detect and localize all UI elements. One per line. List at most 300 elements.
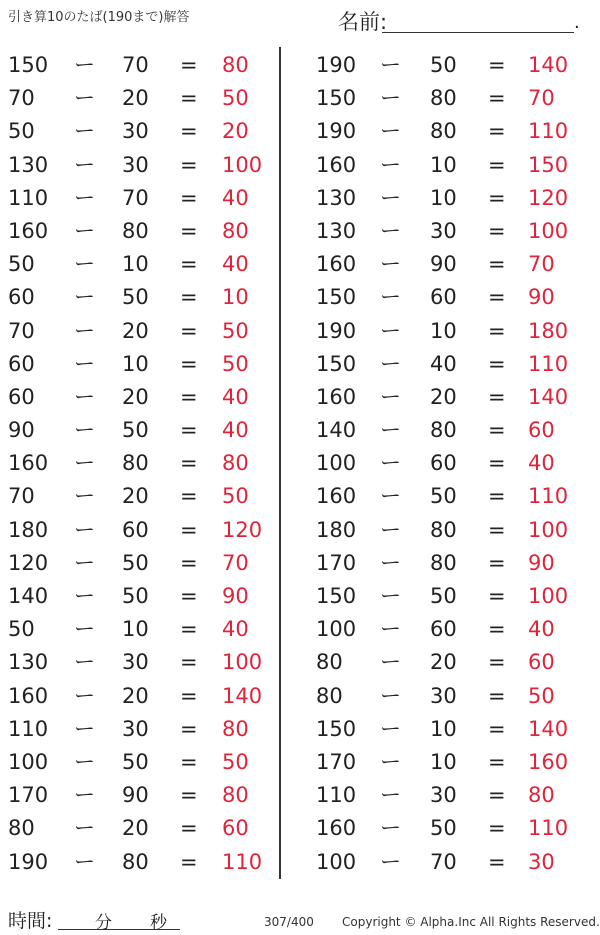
equals-sign: = bbox=[488, 384, 506, 409]
answer: 110 bbox=[528, 816, 569, 841]
problem-row bbox=[300, 514, 600, 547]
minuend: 110 bbox=[316, 783, 357, 808]
equals-sign: = bbox=[488, 252, 506, 277]
answer: 60 bbox=[528, 418, 555, 443]
answer: 100 bbox=[222, 152, 263, 177]
right-problem-column bbox=[300, 49, 600, 879]
name-input-line bbox=[382, 32, 574, 33]
equals-sign: = bbox=[180, 550, 198, 575]
minuend: 60 bbox=[8, 384, 35, 409]
minuend: 170 bbox=[316, 749, 357, 774]
equals-sign: = bbox=[488, 783, 506, 808]
minus-sign: ー bbox=[74, 351, 95, 376]
answer: 100 bbox=[222, 650, 263, 675]
minuend: 160 bbox=[316, 152, 357, 177]
answer: 20 bbox=[222, 119, 249, 144]
equals-sign: = bbox=[180, 617, 198, 642]
minus-sign: ー bbox=[74, 816, 95, 841]
problem-row bbox=[300, 746, 600, 779]
problem-row bbox=[0, 348, 278, 381]
minuend: 140 bbox=[8, 584, 49, 608]
subtrahend: 60 bbox=[430, 451, 457, 476]
answer: 30 bbox=[528, 849, 555, 874]
problem-row bbox=[0, 215, 278, 248]
minus-sign: ー bbox=[380, 816, 401, 841]
equals-sign: = bbox=[180, 683, 198, 708]
equals-sign: = bbox=[180, 318, 198, 343]
equals-sign: = bbox=[180, 351, 198, 376]
equals-sign: = bbox=[180, 451, 198, 476]
equals-sign: = bbox=[488, 484, 506, 509]
equals-sign: = bbox=[488, 550, 506, 575]
equals-sign: = bbox=[180, 86, 198, 111]
equals-sign: = bbox=[180, 584, 198, 608]
subtrahend: 70 bbox=[122, 53, 149, 77]
problem-row bbox=[300, 447, 600, 480]
subtrahend: 80 bbox=[430, 119, 457, 144]
minus-sign: ー bbox=[74, 484, 95, 509]
problem-row bbox=[300, 115, 600, 148]
problem-row bbox=[300, 613, 600, 646]
subtrahend: 50 bbox=[122, 418, 149, 443]
minuend: 150 bbox=[316, 584, 357, 608]
problem-row bbox=[300, 348, 600, 381]
column-divider bbox=[279, 47, 281, 879]
minuend: 130 bbox=[316, 185, 357, 210]
equals-sign: = bbox=[180, 185, 198, 210]
left-problem-column bbox=[0, 49, 278, 879]
minuend: 110 bbox=[8, 716, 49, 741]
subtrahend: 10 bbox=[430, 749, 457, 774]
equals-sign: = bbox=[488, 185, 506, 210]
minuend: 130 bbox=[8, 152, 49, 177]
equals-sign: = bbox=[180, 53, 198, 77]
minuend: 190 bbox=[316, 53, 357, 77]
answer: 90 bbox=[222, 584, 249, 608]
answer: 60 bbox=[222, 816, 249, 841]
minuend: 80 bbox=[316, 650, 343, 675]
minuend: 130 bbox=[8, 650, 49, 675]
equals-sign: = bbox=[180, 484, 198, 509]
minuend: 70 bbox=[8, 86, 35, 111]
equals-sign: = bbox=[488, 351, 506, 376]
minus-sign: ー bbox=[74, 218, 95, 243]
subtrahend: 10 bbox=[122, 617, 149, 642]
minus-sign: ー bbox=[380, 617, 401, 642]
equals-sign: = bbox=[180, 749, 198, 774]
subtrahend: 30 bbox=[122, 119, 149, 144]
equals-sign: = bbox=[180, 384, 198, 409]
answer: 50 bbox=[222, 484, 249, 509]
answer: 140 bbox=[528, 384, 569, 409]
subtrahend: 20 bbox=[122, 86, 149, 111]
minuend: 160 bbox=[316, 816, 357, 841]
minus-sign: ー bbox=[380, 86, 401, 111]
equals-sign: = bbox=[180, 285, 198, 310]
answer: 110 bbox=[528, 351, 569, 376]
answer: 80 bbox=[528, 783, 555, 808]
minus-sign: ー bbox=[380, 318, 401, 343]
minus-sign: ー bbox=[74, 617, 95, 642]
equals-sign: = bbox=[488, 749, 506, 774]
equals-sign: = bbox=[488, 517, 506, 542]
answer: 40 bbox=[222, 252, 249, 277]
answer: 140 bbox=[528, 716, 569, 741]
equals-sign: = bbox=[488, 285, 506, 310]
problem-row bbox=[0, 447, 278, 480]
minus-sign: ー bbox=[74, 451, 95, 476]
minuend: 50 bbox=[8, 617, 35, 642]
name-end-dot: . bbox=[574, 12, 580, 33]
subtrahend: 70 bbox=[122, 185, 149, 210]
subtrahend: 30 bbox=[430, 683, 457, 708]
minus-sign: ー bbox=[380, 285, 401, 310]
minuend: 60 bbox=[8, 285, 35, 310]
equals-sign: = bbox=[488, 86, 506, 111]
problem-row bbox=[0, 115, 278, 148]
name-label: 名前: bbox=[338, 10, 388, 34]
problem-row bbox=[300, 381, 600, 414]
minuend: 150 bbox=[316, 351, 357, 376]
problem-row bbox=[300, 812, 600, 845]
equals-sign: = bbox=[488, 218, 506, 243]
problem-row bbox=[0, 414, 278, 447]
answer: 150 bbox=[528, 152, 569, 177]
equals-sign: = bbox=[180, 152, 198, 177]
subtrahend: 80 bbox=[122, 849, 149, 874]
subtrahend: 30 bbox=[122, 716, 149, 741]
minus-sign: ー bbox=[74, 584, 95, 608]
minus-sign: ー bbox=[380, 351, 401, 376]
subtrahend: 60 bbox=[122, 517, 149, 542]
equals-sign: = bbox=[488, 650, 506, 675]
copyright-text: Copyright © Alpha.Inc All Rights Reserved. bbox=[342, 915, 600, 929]
subtrahend: 20 bbox=[122, 318, 149, 343]
subtrahend: 70 bbox=[430, 849, 457, 874]
equals-sign: = bbox=[180, 716, 198, 741]
minus-sign: ー bbox=[380, 550, 401, 575]
problem-row bbox=[0, 149, 278, 182]
problem-row bbox=[0, 49, 278, 82]
minus-sign: ー bbox=[74, 683, 95, 708]
answer: 40 bbox=[222, 617, 249, 642]
equals-sign: = bbox=[488, 584, 506, 608]
equals-sign: = bbox=[180, 517, 198, 542]
answer: 120 bbox=[528, 185, 569, 210]
minus-sign: ー bbox=[74, 517, 95, 542]
answer: 50 bbox=[222, 351, 249, 376]
minus-sign: ー bbox=[380, 384, 401, 409]
minus-sign: ー bbox=[380, 53, 401, 77]
minuend: 80 bbox=[8, 816, 35, 841]
problem-row bbox=[0, 281, 278, 314]
answer: 40 bbox=[222, 418, 249, 443]
subtrahend: 20 bbox=[430, 384, 457, 409]
minus-sign: ー bbox=[380, 218, 401, 243]
answer: 100 bbox=[528, 218, 569, 243]
problem-row bbox=[0, 746, 278, 779]
minuend: 80 bbox=[316, 683, 343, 708]
equals-sign: = bbox=[488, 683, 506, 708]
minus-sign: ー bbox=[74, 384, 95, 409]
minuend: 70 bbox=[8, 318, 35, 343]
problem-row bbox=[300, 182, 600, 215]
minus-sign: ー bbox=[74, 418, 95, 443]
answer: 50 bbox=[222, 318, 249, 343]
minus-sign: ー bbox=[74, 550, 95, 575]
minus-sign: ー bbox=[74, 783, 95, 808]
minuend: 90 bbox=[8, 418, 35, 443]
minus-sign: ー bbox=[380, 484, 401, 509]
minus-sign: ー bbox=[74, 749, 95, 774]
minuend: 170 bbox=[316, 550, 357, 575]
minus-sign: ー bbox=[74, 53, 95, 77]
minuend: 180 bbox=[316, 517, 357, 542]
answer: 100 bbox=[528, 584, 569, 608]
problem-row bbox=[300, 315, 600, 348]
minus-sign: ー bbox=[74, 252, 95, 277]
subtrahend: 50 bbox=[430, 53, 457, 77]
problem-row bbox=[0, 812, 278, 845]
answer: 90 bbox=[528, 550, 555, 575]
equals-sign: = bbox=[180, 119, 198, 144]
problem-row bbox=[0, 82, 278, 115]
minuend: 50 bbox=[8, 252, 35, 277]
minuend: 60 bbox=[8, 351, 35, 376]
minus-sign: ー bbox=[74, 716, 95, 741]
subtrahend: 10 bbox=[122, 252, 149, 277]
minuend: 150 bbox=[316, 86, 357, 111]
problem-row bbox=[300, 846, 600, 879]
problem-row bbox=[0, 480, 278, 513]
equals-sign: = bbox=[180, 252, 198, 277]
equals-sign: = bbox=[180, 418, 198, 443]
page-number: 307/400 bbox=[264, 915, 314, 929]
minuend: 100 bbox=[316, 617, 357, 642]
minus-sign: ー bbox=[74, 285, 95, 310]
minuend: 190 bbox=[316, 119, 357, 144]
problem-row bbox=[0, 248, 278, 281]
name-area bbox=[338, 6, 588, 36]
answer: 40 bbox=[528, 451, 555, 476]
answer: 120 bbox=[222, 517, 263, 542]
problem-row bbox=[0, 315, 278, 348]
subtrahend: 10 bbox=[430, 318, 457, 343]
answer: 140 bbox=[528, 53, 569, 77]
subtrahend: 50 bbox=[122, 285, 149, 310]
problem-row bbox=[300, 82, 600, 115]
subtrahend: 20 bbox=[122, 683, 149, 708]
problem-row bbox=[0, 182, 278, 215]
minuend: 150 bbox=[8, 53, 49, 77]
answer: 90 bbox=[528, 285, 555, 310]
answer: 80 bbox=[222, 218, 249, 243]
minus-sign: ー bbox=[74, 86, 95, 111]
answer: 80 bbox=[222, 783, 249, 808]
answer: 110 bbox=[528, 119, 569, 144]
minuend: 100 bbox=[8, 749, 49, 774]
minus-sign: ー bbox=[380, 152, 401, 177]
minuend: 160 bbox=[316, 484, 357, 509]
problem-row bbox=[300, 646, 600, 679]
seconds-label: 秒 bbox=[150, 913, 167, 933]
minuend: 190 bbox=[8, 849, 49, 874]
minus-sign: ー bbox=[380, 650, 401, 675]
subtrahend: 30 bbox=[430, 783, 457, 808]
equals-sign: = bbox=[180, 650, 198, 675]
minus-sign: ー bbox=[380, 451, 401, 476]
answer: 80 bbox=[222, 451, 249, 476]
minuend: 170 bbox=[8, 783, 49, 808]
subtrahend: 50 bbox=[122, 550, 149, 575]
answer: 70 bbox=[528, 86, 555, 111]
subtrahend: 20 bbox=[122, 384, 149, 409]
problem-row bbox=[300, 580, 600, 613]
minutes-label: 分 bbox=[95, 913, 112, 933]
problem-row bbox=[300, 248, 600, 281]
minus-sign: ー bbox=[380, 418, 401, 443]
subtrahend: 10 bbox=[122, 351, 149, 376]
minuend: 190 bbox=[316, 318, 357, 343]
equals-sign: = bbox=[488, 849, 506, 874]
equals-sign: = bbox=[180, 783, 198, 808]
equals-sign: = bbox=[488, 816, 506, 841]
problem-row bbox=[300, 49, 600, 82]
answer: 180 bbox=[528, 318, 569, 343]
problem-row bbox=[300, 547, 600, 580]
problem-row bbox=[0, 514, 278, 547]
problem-row bbox=[300, 680, 600, 713]
subtrahend: 50 bbox=[430, 816, 457, 841]
answer: 160 bbox=[528, 749, 569, 774]
subtrahend: 60 bbox=[430, 285, 457, 310]
subtrahend: 20 bbox=[122, 484, 149, 509]
equals-sign: = bbox=[488, 418, 506, 443]
problem-row bbox=[300, 149, 600, 182]
equals-sign: = bbox=[488, 716, 506, 741]
minus-sign: ー bbox=[380, 517, 401, 542]
minus-sign: ー bbox=[380, 783, 401, 808]
minuend: 110 bbox=[8, 185, 49, 210]
minus-sign: ー bbox=[74, 152, 95, 177]
minuend: 180 bbox=[8, 517, 49, 542]
minus-sign: ー bbox=[380, 119, 401, 144]
answer: 70 bbox=[528, 252, 555, 277]
answer: 10 bbox=[222, 285, 249, 310]
minuend: 120 bbox=[8, 550, 49, 575]
minuend: 160 bbox=[316, 252, 357, 277]
subtrahend: 80 bbox=[430, 517, 457, 542]
subtrahend: 10 bbox=[430, 716, 457, 741]
subtrahend: 50 bbox=[430, 584, 457, 608]
problem-row bbox=[300, 281, 600, 314]
subtrahend: 20 bbox=[122, 816, 149, 841]
subtrahend: 80 bbox=[430, 86, 457, 111]
minus-sign: ー bbox=[74, 849, 95, 874]
subtrahend: 90 bbox=[122, 783, 149, 808]
problem-row bbox=[0, 646, 278, 679]
subtrahend: 80 bbox=[430, 418, 457, 443]
minus-sign: ー bbox=[380, 849, 401, 874]
problem-row bbox=[300, 779, 600, 812]
minuend: 150 bbox=[316, 285, 357, 310]
problem-row bbox=[0, 580, 278, 613]
minus-sign: ー bbox=[380, 584, 401, 608]
minus-sign: ー bbox=[380, 683, 401, 708]
minus-sign: ー bbox=[380, 749, 401, 774]
minuend: 100 bbox=[316, 849, 357, 874]
equals-sign: = bbox=[488, 53, 506, 77]
equals-sign: = bbox=[488, 451, 506, 476]
answer: 100 bbox=[528, 517, 569, 542]
answer: 110 bbox=[222, 849, 263, 874]
answer: 40 bbox=[222, 185, 249, 210]
subtrahend: 50 bbox=[122, 749, 149, 774]
equals-sign: = bbox=[180, 816, 198, 841]
minuend: 50 bbox=[8, 119, 35, 144]
answer: 110 bbox=[528, 484, 569, 509]
equals-sign: = bbox=[488, 152, 506, 177]
problem-row bbox=[0, 779, 278, 812]
time-label: 時間: bbox=[8, 910, 53, 932]
minus-sign: ー bbox=[74, 185, 95, 210]
subtrahend: 30 bbox=[430, 218, 457, 243]
equals-sign: = bbox=[488, 119, 506, 144]
minuend: 140 bbox=[316, 418, 357, 443]
problem-row bbox=[0, 613, 278, 646]
subtrahend: 10 bbox=[430, 152, 457, 177]
answer: 50 bbox=[528, 683, 555, 708]
problem-row bbox=[0, 680, 278, 713]
answer: 70 bbox=[222, 550, 249, 575]
minuend: 130 bbox=[316, 218, 357, 243]
answer: 40 bbox=[528, 617, 555, 642]
answer: 60 bbox=[528, 650, 555, 675]
answer: 140 bbox=[222, 683, 263, 708]
equals-sign: = bbox=[180, 849, 198, 874]
minus-sign: ー bbox=[74, 119, 95, 144]
minus-sign: ー bbox=[380, 716, 401, 741]
problem-row bbox=[300, 215, 600, 248]
minuend: 100 bbox=[316, 451, 357, 476]
subtrahend: 80 bbox=[122, 451, 149, 476]
subtrahend: 50 bbox=[430, 484, 457, 509]
minus-sign: ー bbox=[74, 650, 95, 675]
problem-row bbox=[0, 381, 278, 414]
minus-sign: ー bbox=[380, 185, 401, 210]
subtrahend: 20 bbox=[430, 650, 457, 675]
answer: 80 bbox=[222, 53, 249, 77]
minuend: 160 bbox=[8, 218, 49, 243]
minuend: 150 bbox=[316, 716, 357, 741]
subtrahend: 90 bbox=[430, 252, 457, 277]
minuend: 160 bbox=[316, 384, 357, 409]
minuend: 70 bbox=[8, 484, 35, 509]
minus-sign: ー bbox=[380, 252, 401, 277]
subtrahend: 80 bbox=[430, 550, 457, 575]
subtrahend: 30 bbox=[122, 152, 149, 177]
problem-row bbox=[300, 713, 600, 746]
minus-sign: ー bbox=[74, 318, 95, 343]
minuend: 160 bbox=[8, 451, 49, 476]
problem-row bbox=[0, 846, 278, 879]
subtrahend: 30 bbox=[122, 650, 149, 675]
worksheet-title: 引き算10のたば(190まで)解答 bbox=[8, 10, 190, 25]
subtrahend: 40 bbox=[430, 351, 457, 376]
problem-row bbox=[0, 547, 278, 580]
equals-sign: = bbox=[180, 218, 198, 243]
equals-sign: = bbox=[488, 318, 506, 343]
